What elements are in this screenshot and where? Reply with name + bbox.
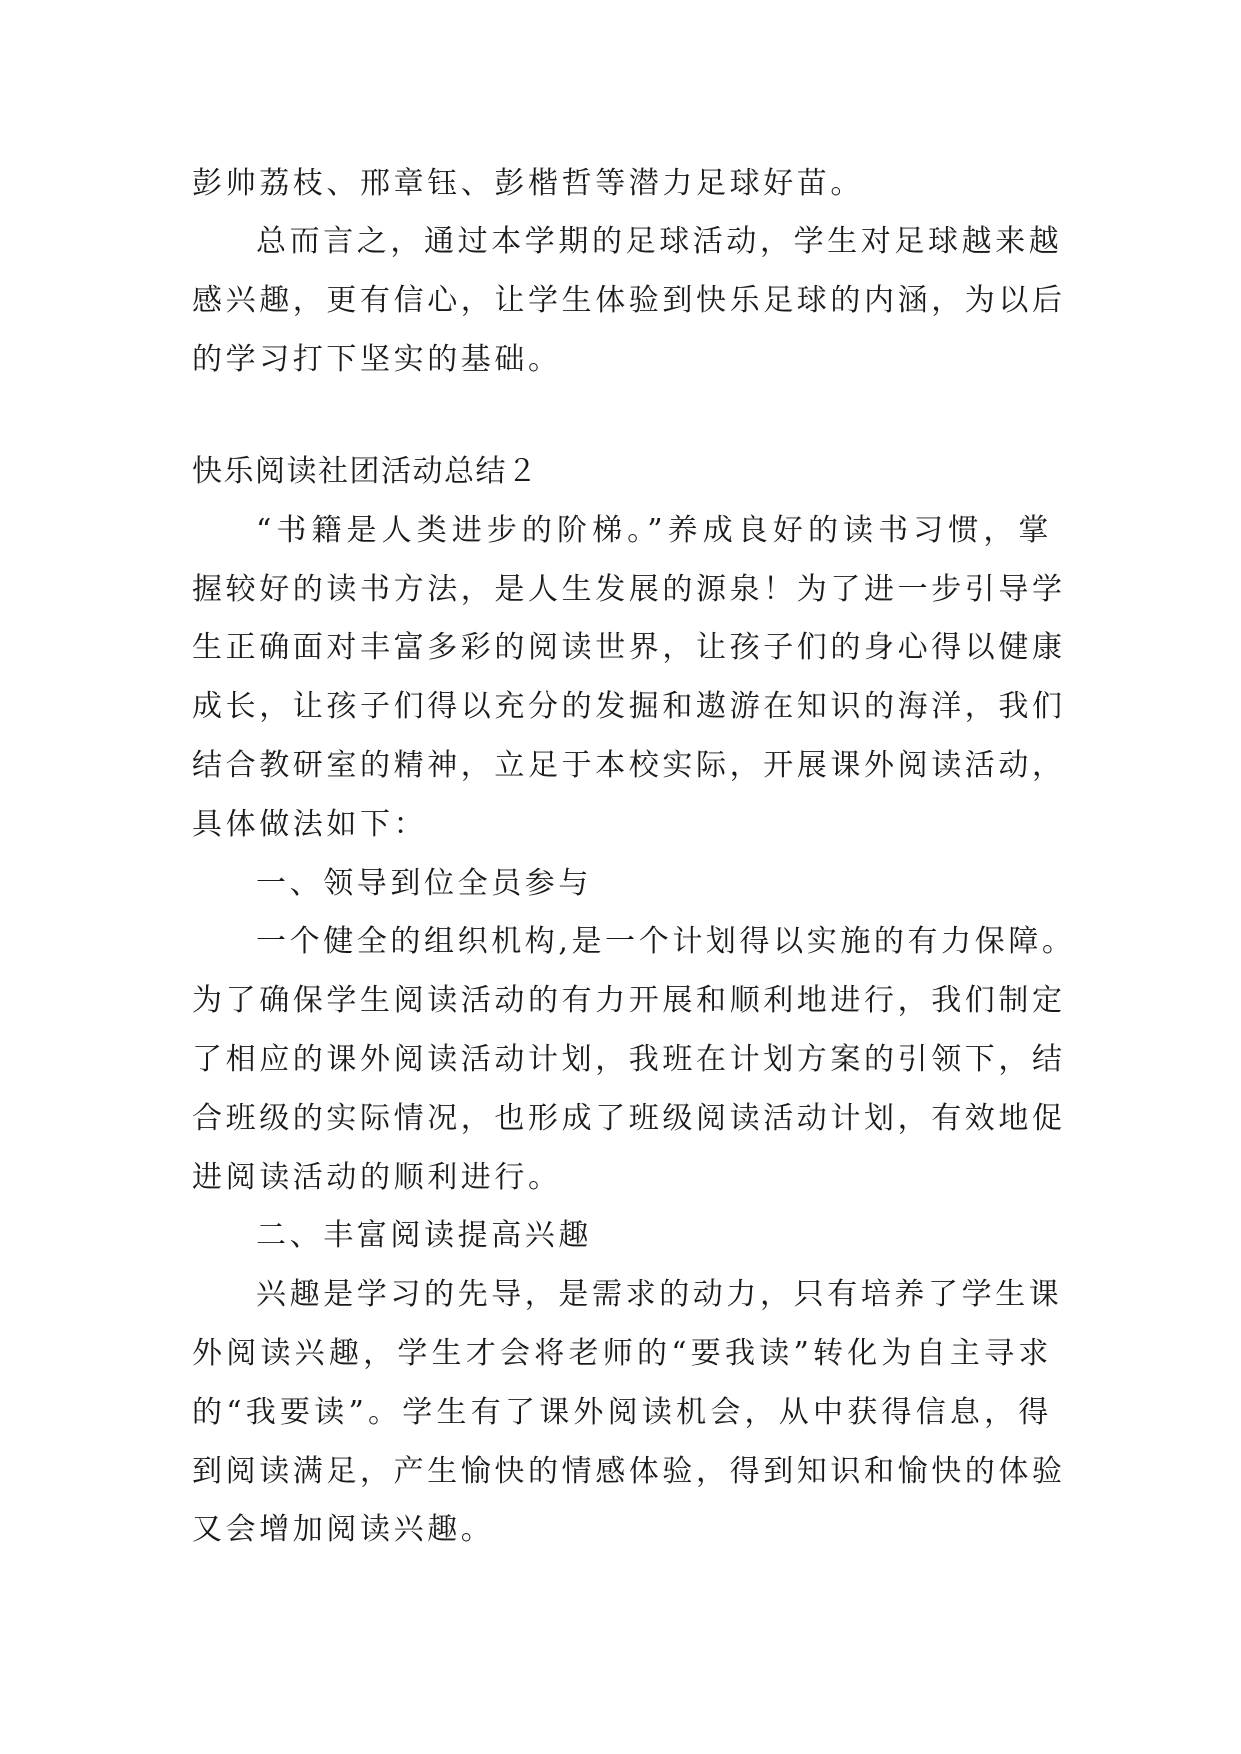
paragraph-line: 了相应的课外阅读活动计划，我班在计划方案的引领下，结 xyxy=(192,1042,1066,1077)
paragraph-line: 外阅读兴趣，学生才会将老师的“要我读”转化为自主寻求 xyxy=(192,1336,1052,1371)
paragraph-line: 一个健全的组织机构,是一个计划得以实施的有力保障。 xyxy=(256,924,1076,959)
paragraph-line: 感兴趣，更有信心，让学生体验到快乐足球的内涵，为以后 xyxy=(192,283,1066,318)
paragraph-line: 为了确保学生阅读活动的有力开展和顺利地进行，我们制定 xyxy=(192,983,1066,1018)
paragraph-line: 结合教研室的精神，立足于本校实际，开展课外阅读活动， xyxy=(192,748,1066,783)
paragraph-line: 生正确面对丰富多彩的阅读世界，让孩子们的身心得以健康 xyxy=(192,630,1066,665)
paragraph-line: 的“我要读”。学生有了课外阅读机会，从中获得信息，得 xyxy=(192,1395,1052,1430)
paragraph-line: 握较好的读书方法，是人生发展的源泉！为了进一步引导学 xyxy=(192,572,1066,607)
paragraph-line: 成长，让孩子们得以充分的发掘和遨游在知识的海洋，我们 xyxy=(192,689,1066,724)
subsection-heading: 一、领导到位全员参与 xyxy=(256,866,592,901)
paragraph-line: 总而言之，通过本学期的足球活动，学生对足球越来越 xyxy=(256,224,1063,259)
paragraph-line: 又会增加阅读兴趣。 xyxy=(192,1512,495,1547)
paragraph-line: “书籍是人类进步的阶梯。”养成良好的读书习惯，掌 xyxy=(256,513,1052,548)
paragraph-line: 进阅读活动的顺利进行。 xyxy=(192,1160,562,1195)
paragraph-line: 彭帅荔枝、邢章钰、彭楷哲等潜力足球好苗。 xyxy=(192,166,864,201)
paragraph-line: 兴趣是学习的先导，是需求的动力，只有培养了学生课 xyxy=(256,1277,1063,1312)
paragraph-line: 合班级的实际情况，也形成了班级阅读活动计划，有效地促 xyxy=(192,1101,1066,1136)
paragraph-line: 的学习打下坚实的基础。 xyxy=(192,342,562,377)
subsection-heading: 二、丰富阅读提高兴趣 xyxy=(256,1218,592,1253)
paragraph-line: 具体做法如下： xyxy=(192,807,428,842)
section-title: 快乐阅读社团活动总结２ xyxy=(192,454,539,489)
paragraph-line: 到阅读满足，产生愉快的情感体验，得到知识和愉快的体验 xyxy=(192,1454,1066,1489)
